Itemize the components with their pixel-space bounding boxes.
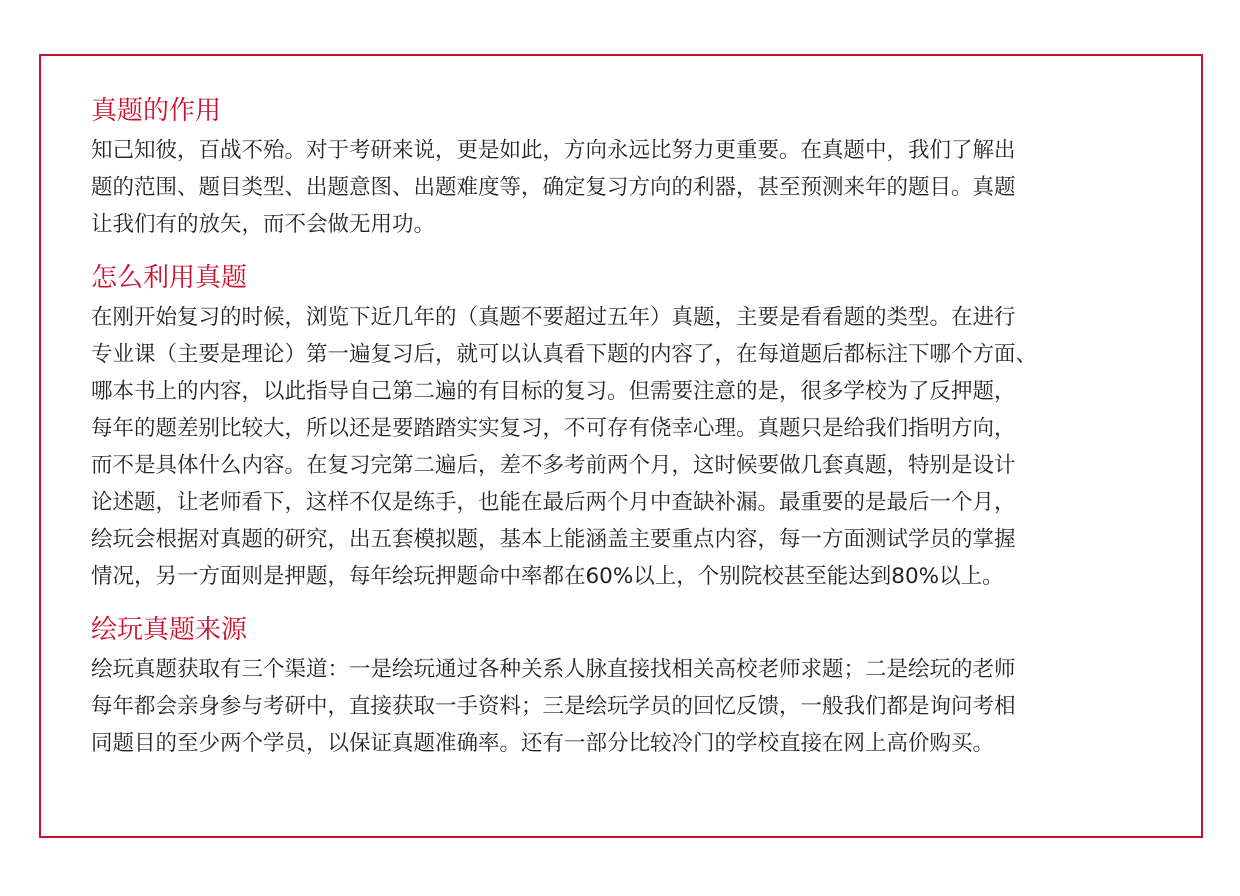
- section-title: 绘玩真题来源: [91, 615, 248, 645]
- paragraph-line: 而不是具体什么内容。在复习完第二遍后，差不多考前两个月，这时候要做几套真题，特别是设计: [91, 453, 1016, 478]
- paragraph-line: 在刚开始复习的时候，浏览下近几年的（真题不要超过五年）真题，主要是看看题的类型。在进行: [91, 305, 1016, 330]
- section-paragraph: [91, 651, 1171, 762]
- section-how-to-use-past-papers: [91, 261, 1171, 595]
- section-paragraph: [91, 299, 1171, 595]
- paragraph-line: 知己知彼，百战不殆。对于考研来说，更是如此，方向永远比努力更重要。在真题中，我们了解出: [91, 138, 1016, 163]
- paragraph-line: 每年的题差别比较大，所以还是要踏踏实实复习，不可存有侥幸心理。真题只是给我们指明方向，: [91, 416, 1016, 441]
- paragraph-line: 同题目的至少两个学员，以保证真题准确率。还有一部分比较冷门的学校直接在网上高价购买。: [91, 731, 995, 756]
- paragraph-line: 题的范围、题目类型、出题意图、出题难度等，确定复习方向的利器，甚至预测来年的题目。真题: [91, 175, 1016, 200]
- paragraph-line: 每年都会亲身参与考研中，直接获取一手资料；三是绘玩学员的回忆反馈，一般我们都是询问考相: [91, 694, 1016, 719]
- paragraph-line: 情况，另一方面则是押题，每年绘玩押题命中率都在60%以上，个别院校甚至能达到80%以上。: [91, 564, 1004, 589]
- section-title: 真题的作用: [91, 96, 222, 126]
- paragraph-line: 哪本书上的内容，以此指导自己第二遍的有目标的复习。但需要注意的是，很多学校为了反押题，: [91, 379, 1016, 404]
- content-frame: [39, 54, 1203, 838]
- section-title: 怎么利用真题: [91, 263, 248, 293]
- section-paragraph: [91, 132, 1171, 243]
- paragraph-line: 论述题，让老师看下，这样不仅是练手，也能在最后两个月中查缺补漏。最重要的是最后一个月，: [91, 490, 1016, 515]
- article-body: [91, 94, 1171, 780]
- paragraph-line: 绘玩会根据对真题的研究，出五套模拟题，基本上能涵盖主要重点内容，每一方面测试学员的掌握: [91, 527, 1016, 552]
- paragraph-line: 让我们有的放矢，而不会做无用功。: [91, 212, 436, 237]
- section-role-of-past-papers: [91, 94, 1171, 243]
- paragraph-line: 绘玩真题获取有三个渠道：一是绘玩通过各种关系人脉直接找相关高校老师求题；二是绘玩的老师: [91, 657, 1016, 682]
- paragraph-line: 专业课（主要是理论）第一遍复习后，就可以认真看下题的内容了，在每道题后都标注下哪个方面、: [91, 342, 1038, 367]
- section-past-paper-sources: [91, 613, 1171, 762]
